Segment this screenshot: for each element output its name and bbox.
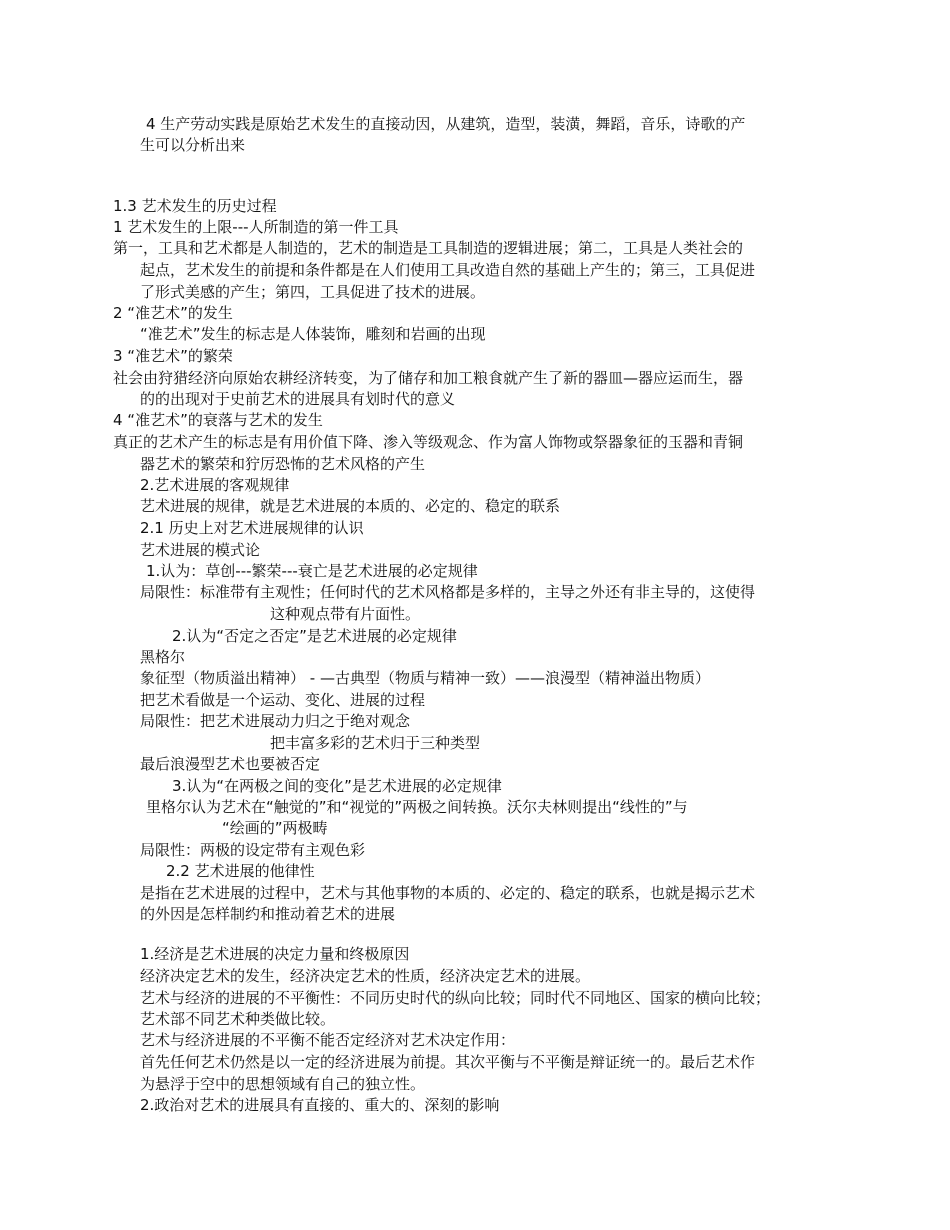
text-line: 第一，工具和艺术都是人制造的，艺术的制造是工具制造的逻辑进展；第二，工具是人类社会的 bbox=[113, 239, 744, 257]
text-line: 把丰富多彩的艺术归于三种类型 bbox=[270, 734, 481, 752]
text-line: 局限性：标准带有主观性；任何时代的艺术风格都是多样的，主导之外还有非主导的，这使得 bbox=[140, 583, 756, 601]
text-line: “绘画的”两极畴 bbox=[222, 819, 328, 837]
text-line: 黑格尔 bbox=[140, 648, 186, 666]
text-line: 的的出现对于史前艺术的进展具有划时代的意义 bbox=[140, 390, 456, 408]
text-line: 2.认为“否定之否定”是艺术进展的必定规律 bbox=[172, 627, 457, 645]
text-line: 2.政治对艺术的进展具有直接的、重大的、深刻的影响 bbox=[140, 1096, 500, 1114]
text-line: 是指在艺术进展的过程中，艺术与其他事物的本质的、必定的、稳定的联系，也就是揭示艺术 bbox=[140, 884, 756, 902]
text-line: 首先任何艺术仍然是以一定的经济进展为前提。其次平衡与不平衡是辩证统一的。最后艺术作 bbox=[140, 1053, 756, 1071]
text-line: 1.认为：草创---繁荣---衰亡是艺术进展的必定规律 bbox=[146, 562, 478, 580]
text-line: 艺术进展的模式论 bbox=[140, 541, 261, 559]
section-heading: 2.2 艺术进展的他律性 bbox=[166, 862, 315, 880]
text-line: 经济决定艺术的发生，经济决定艺术的性质，经济决定艺术的进展。 bbox=[140, 967, 591, 985]
text-line: 4 “准艺术”的衰落与艺术的发生 bbox=[113, 411, 323, 429]
section-heading: 1.3 艺术发生的历史过程 bbox=[113, 197, 277, 215]
text-line: 里格尔认为艺术在“触觉的”和“视觉的”两极之间转换。沃尔夫林则提出“线性的”与 bbox=[146, 798, 688, 816]
text-line: 艺术与经济进展的不平衡不能否定经济对艺术决定作用： bbox=[140, 1031, 516, 1049]
section-heading: 2.1 历史上对艺术进展规律的认识 bbox=[140, 519, 364, 537]
text-line: 象征型（物质溢出精神） - —古典型（物质与精神一致）——浪漫型（精神溢出物质） bbox=[140, 669, 710, 687]
text-line: 真正的艺术产生的标志是有用价值下降、渗入等级观念、作为富人饰物或祭器象征的玉器和青铜 bbox=[113, 433, 744, 451]
text-line: 3 “准艺术”的繁荣 bbox=[113, 347, 233, 365]
text-line: 艺术部不同艺术种类做比较。 bbox=[140, 1010, 336, 1028]
text-line: 1 艺术发生的上限---人所制造的第一件工具 bbox=[113, 218, 399, 236]
text-line: 为悬浮于空中的思想领域有自己的独立性。 bbox=[140, 1075, 426, 1093]
text-line: 了形式美感的产生；第四，工具促进了技术的进展。 bbox=[140, 283, 486, 301]
text-line: “准艺术”发生的标志是人体装饰，雕刻和岩画的出现 bbox=[140, 325, 486, 343]
text-line: 生可以分析出来 bbox=[140, 136, 246, 154]
text-line: 艺术与经济的进展的不平衡性：不同历史时代的纵向比较；同时代不同地区、国家的横向比较； bbox=[140, 989, 771, 1007]
text-line: 3.认为“在两极之间的变化”是艺术进展的必定规律 bbox=[172, 777, 502, 795]
text-line: 的外因是怎样制约和推动着艺术的进展 bbox=[140, 905, 396, 923]
text-line: 把艺术看做是一个运动、变化、进展的过程 bbox=[140, 691, 426, 709]
text-line: 2 “准艺术”的发生 bbox=[113, 304, 233, 322]
text-line: 最后浪漫型艺术也要被否定 bbox=[140, 755, 321, 773]
text-line: 社会由狩猎经济向原始农耕经济转变，为了储存和加工粮食就产生了新的器皿—器应运而生，器 bbox=[113, 369, 744, 387]
text-line: 局限性：把艺术进展动力归之于绝对观念 bbox=[140, 712, 411, 730]
text-line: 这种观点带有片面性。 bbox=[270, 605, 421, 623]
text-line: 起点，艺术发生的前提和条件都是在人们使用工具改造自然的基础上产生的；第三，工具促进 bbox=[140, 261, 756, 279]
text-line: 器艺术的繁荣和狞厉恐怖的艺术风格的产生 bbox=[140, 455, 426, 473]
text-line: 4 生产劳动实践是原始艺术发生的直接动因，从建筑，造型，装潢，舞蹈，音乐，诗歌的产 bbox=[146, 115, 746, 133]
text-line: 艺术进展的规律，就是艺术进展的本质的、必定的、稳定的联系 bbox=[140, 497, 561, 515]
text-line: 局限性：两极的设定带有主观色彩 bbox=[140, 841, 366, 859]
text-line: 1.经济是艺术进展的决定力量和终极原因 bbox=[140, 945, 410, 963]
section-heading: 2.艺术进展的客观规律 bbox=[140, 476, 290, 494]
